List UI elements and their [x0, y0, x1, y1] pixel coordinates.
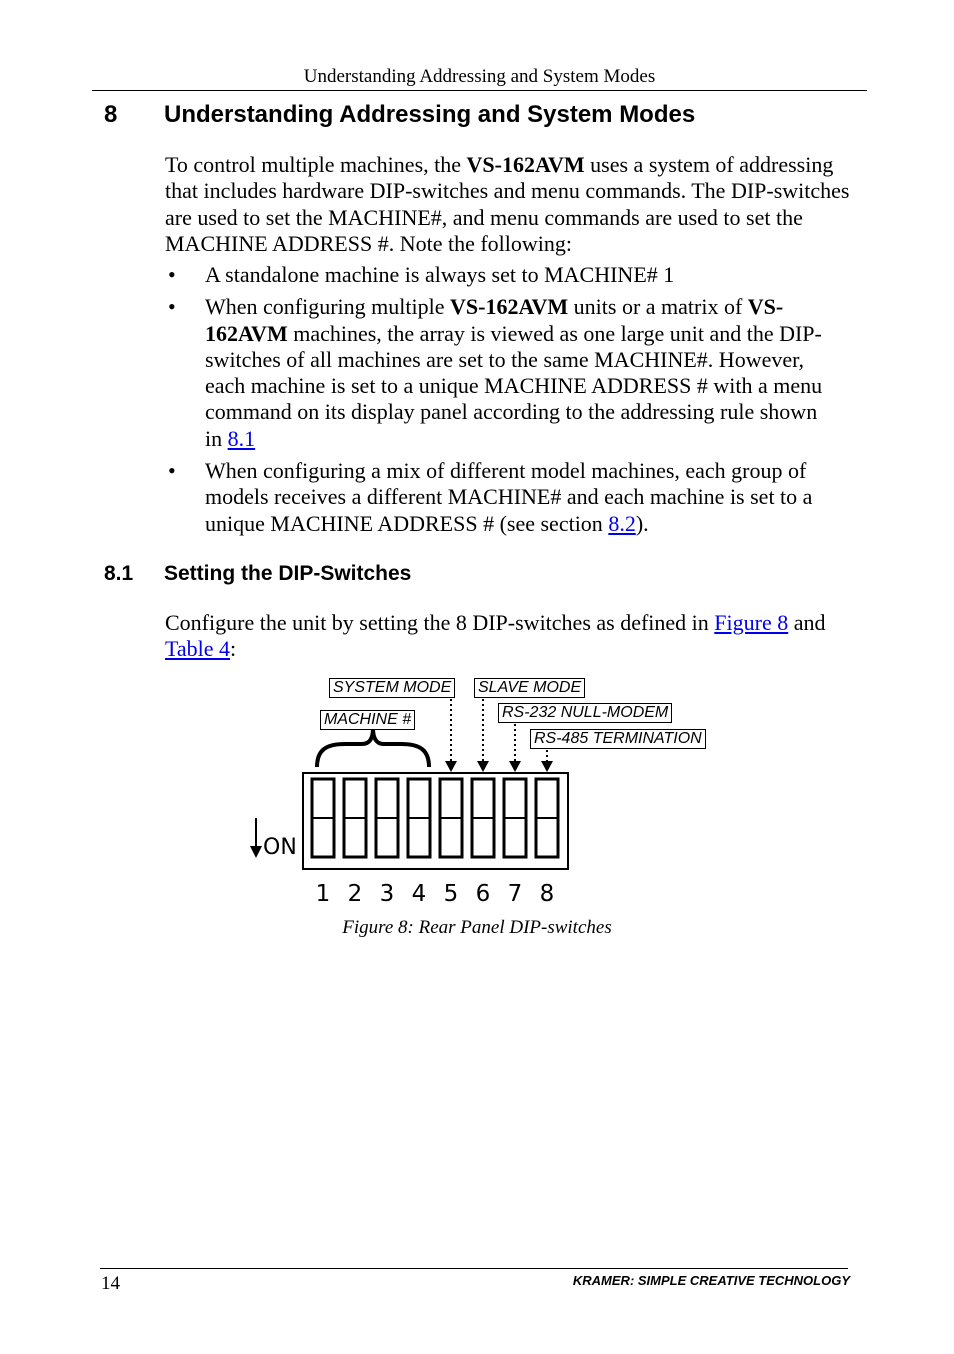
on-arrow-icon [250, 846, 262, 858]
section-link-8-1[interactable]: 8.1 [227, 425, 256, 451]
notes-list [165, 262, 825, 543]
arrowhead-icon [541, 761, 553, 772]
arrowhead-icon [477, 761, 489, 772]
arrowheads [445, 761, 553, 772]
bullet-icon: • [168, 458, 176, 484]
bullet-text: When configuring a mix of different model machines, each group of models receives a different MACHINE# and each machine is set to a unique MACHINE ADDRESS # (see section [205, 458, 813, 536]
model-name: VS-162AVM [466, 152, 585, 177]
bullet-text: When configuring multiple [205, 294, 450, 320]
intro-paragraph [165, 152, 865, 257]
rs485-label: RS-485 TERMINATION [530, 729, 706, 749]
bullet-icon: • [168, 262, 176, 287]
config-text-3: : [230, 636, 237, 662]
list-item [165, 262, 825, 288]
list-item [165, 458, 825, 537]
section-number: 8 [104, 101, 118, 128]
bullet-text: units or a matrix of [568, 294, 748, 320]
footer-divider [100, 1268, 848, 1269]
switch-number-4: 4 [411, 881, 427, 907]
machine-brace-icon [317, 728, 429, 767]
bullet-text: ). [635, 510, 649, 536]
arrowhead-icon [509, 761, 521, 772]
system-mode-label: SYSTEM MODE [329, 678, 455, 698]
intro-text-1: To control multiple machines, the [165, 152, 467, 177]
switch-number-8: 8 [539, 881, 555, 907]
switch-number-group [316, 881, 555, 907]
page-number: 14 [101, 1273, 120, 1294]
config-paragraph [165, 610, 865, 663]
figure-caption: Figure 8: Rear Panel DIP-switches [342, 917, 612, 938]
bullet-text: machines, the array is viewed as one large unit and the DIP-switches of all machines are set to the same MACHINE#. However, each machine is set to a unique MACHINE ADDRESS # with a menu command on its display panel according to the addressing rule shown in [205, 320, 823, 451]
config-text-2: and [788, 610, 826, 635]
config-text-1: Configure the unit by setting the 8 DIP-switches as defined in [165, 610, 715, 635]
subsection-number: 8.1 [104, 562, 134, 585]
switch-number-3: 3 [379, 881, 395, 907]
section-link-8-2[interactable]: 8.2 [608, 510, 636, 536]
switch-number-6: 6 [475, 881, 491, 907]
bullet-text: A standalone machine is always set to MACHINE# 1 [205, 262, 675, 287]
rs232-label: RS-232 NULL-MODEM [498, 703, 672, 723]
footer-brand: KRAMER: SIMPLE CREATIVE TECHNOLOGY [572, 1273, 850, 1288]
table-4-link[interactable]: Table 4 [165, 636, 231, 662]
model-name: VS-162AVM [450, 294, 569, 320]
running-header: Understanding Addressing and System Modes [92, 64, 867, 91]
dip-switch-figure [240, 672, 740, 912]
list-item [165, 294, 825, 452]
switch-number-2: 2 [347, 881, 363, 907]
subsection-heading [104, 562, 411, 586]
switch-number-7: 7 [507, 881, 523, 907]
bullet-icon: • [168, 294, 176, 320]
switch-number-5: 5 [443, 881, 459, 907]
switch-group [312, 779, 558, 857]
machine-label: MACHINE # [320, 710, 415, 730]
section-title: Understanding Addressing and System Modes [164, 101, 696, 128]
slave-mode-label: SLAVE MODE [474, 678, 585, 698]
arrowhead-icon [445, 761, 457, 772]
model-name: VS-162AVM [205, 294, 784, 346]
figure-8-link[interactable]: Figure 8 [714, 610, 789, 635]
intro-text-2: uses a system of addressing that includes hardware DIP-switches and menu commands. The DIP-switches are used to set the MACHINE#, and menu commands are used to set the MACHINE ADDRESS #. Note the following: [165, 152, 850, 256]
subsection-title: Setting the DIP-Switches [164, 562, 412, 585]
section-heading [104, 101, 695, 129]
switch-number-1: 1 [315, 881, 331, 907]
on-label: ON [263, 835, 297, 860]
